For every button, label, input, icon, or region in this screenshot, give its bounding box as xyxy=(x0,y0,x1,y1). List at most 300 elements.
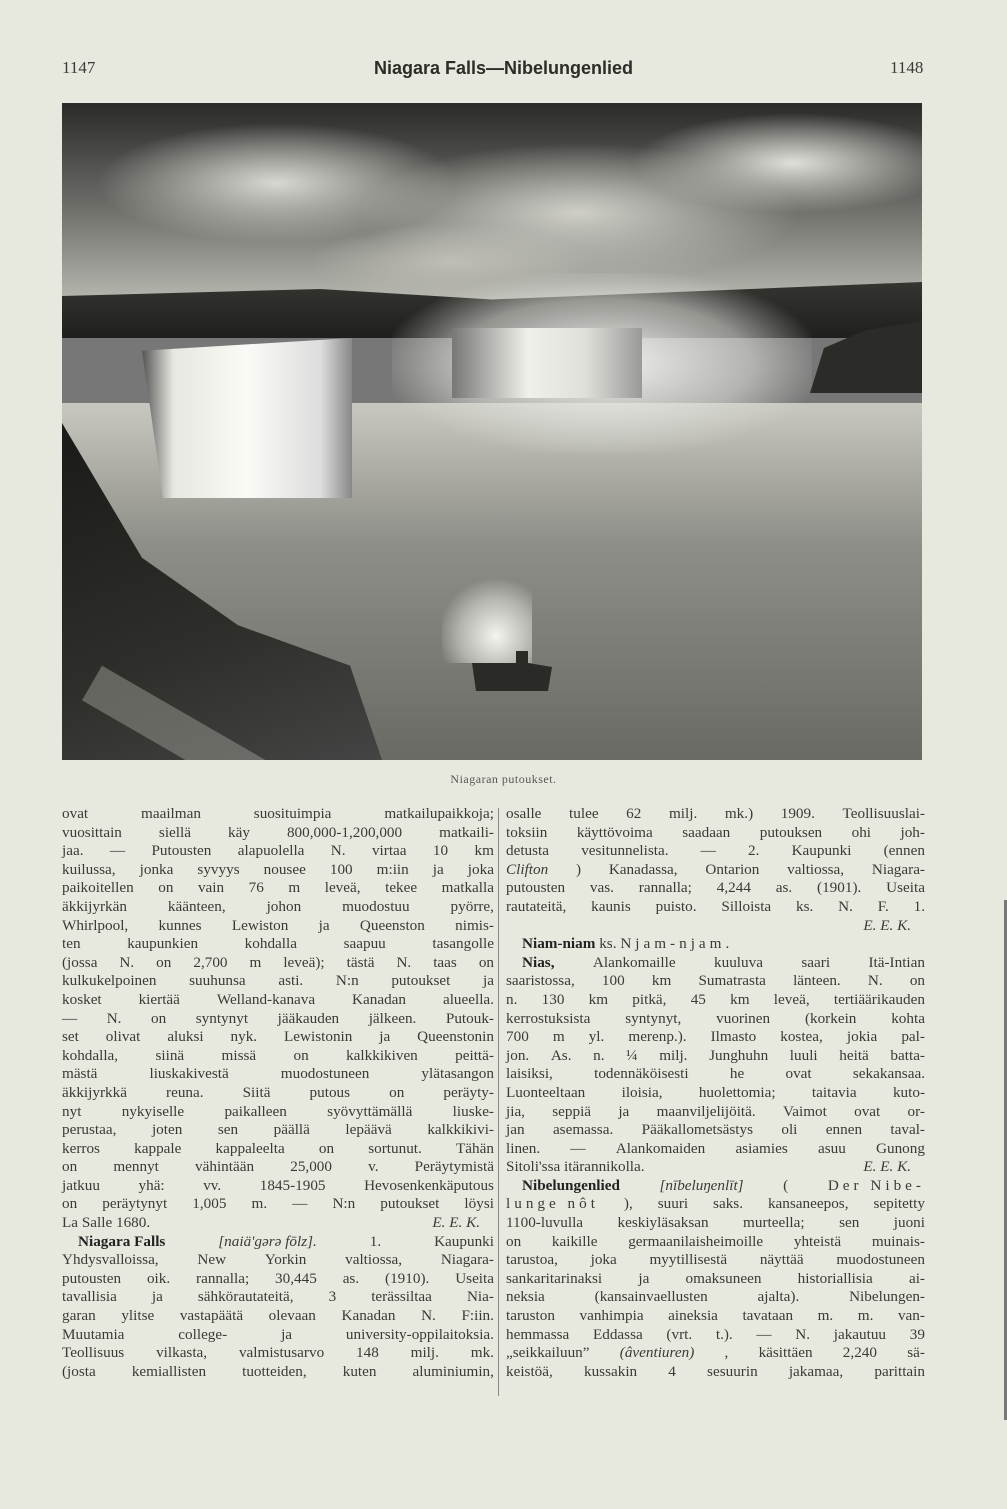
word: Welland-kanava xyxy=(216,990,316,1008)
word: sesuurin xyxy=(707,1362,758,1380)
word: N. xyxy=(119,953,135,971)
word: matkailupaikkoja; xyxy=(384,805,494,822)
word: set xyxy=(62,1028,79,1046)
text-line xyxy=(506,1103,925,1122)
word: kostea, xyxy=(780,1028,823,1046)
word: muodostuneen xyxy=(836,1251,925,1269)
word: paikalleen xyxy=(224,1102,287,1120)
word: yhä: xyxy=(138,1176,165,1194)
figure-caption: Niagaran putoukset. xyxy=(450,772,557,786)
word: N. xyxy=(330,842,346,860)
word: — xyxy=(756,1325,772,1343)
word: vanhimpia xyxy=(579,1307,644,1325)
running-title: Niagara Falls—Nibelungenlied xyxy=(373,58,634,78)
word: toksiin xyxy=(506,823,548,841)
word: Pääkallometsästys xyxy=(641,1121,753,1139)
word: keistöä, xyxy=(506,1362,553,1380)
word: mk. xyxy=(470,1344,494,1362)
word: 1909. xyxy=(780,805,815,822)
headword: Nibelungenlied xyxy=(522,1176,620,1194)
word: joh- xyxy=(900,823,925,841)
word: , xyxy=(724,1344,729,1362)
text-line xyxy=(62,1363,494,1382)
word: Junghuhn xyxy=(709,1046,769,1064)
word: ennen xyxy=(825,1121,863,1139)
word: kerros xyxy=(62,1139,100,1157)
word: Whirlpool, xyxy=(62,916,129,934)
word: murteella; xyxy=(743,1214,805,1232)
author-signature: E. E. K. xyxy=(432,1214,480,1232)
word: — xyxy=(292,1195,308,1213)
word: ¼ xyxy=(626,1046,638,1064)
word: on xyxy=(62,1158,78,1176)
word: New xyxy=(197,1251,227,1269)
word: 25,000 xyxy=(290,1158,332,1176)
word: käy xyxy=(228,823,250,841)
word: johon xyxy=(266,897,302,915)
word: Kanadan xyxy=(341,1307,396,1325)
word: matkalla xyxy=(441,879,494,897)
word: saari xyxy=(801,953,831,971)
word: aluksi xyxy=(167,1028,204,1046)
word: F:iin. xyxy=(461,1307,494,1325)
word: ) xyxy=(575,860,582,878)
word: Silloista xyxy=(721,897,772,915)
text-line xyxy=(62,954,494,973)
word: nousee xyxy=(263,860,306,878)
word: oik. xyxy=(146,1269,171,1287)
word: 1,005 xyxy=(192,1195,227,1213)
word: ovat xyxy=(854,1102,881,1120)
word: kulkukelpoinen xyxy=(62,972,157,990)
word: jakautuu xyxy=(833,1325,887,1343)
word: merenp.). xyxy=(628,1028,687,1046)
word: germaanilaisheimoille xyxy=(628,1232,764,1250)
word: N. xyxy=(396,953,412,971)
word: neksia xyxy=(506,1288,545,1306)
text-line xyxy=(506,1195,925,1214)
word: on xyxy=(318,1139,335,1157)
word: liuskakivestä xyxy=(149,1065,229,1083)
word: ja xyxy=(151,1288,163,1306)
word: garan xyxy=(62,1307,96,1325)
word: on xyxy=(62,1195,78,1213)
word: ja xyxy=(618,1102,630,1120)
word: Eddassa xyxy=(592,1325,643,1343)
word: vastapäätä xyxy=(179,1307,244,1325)
word: Lewiston xyxy=(231,916,289,934)
word: kaupunkien xyxy=(127,935,199,953)
word: — xyxy=(109,842,126,860)
text-line xyxy=(506,1010,925,1029)
word: keskiyläsaksan xyxy=(617,1214,709,1232)
word: sepitetty xyxy=(873,1195,925,1213)
word: kemiallisten xyxy=(131,1362,207,1380)
word: Peräytymistä xyxy=(414,1158,494,1176)
word: ja xyxy=(483,972,494,990)
word: omaksuneen xyxy=(685,1269,762,1287)
text-line xyxy=(62,1158,494,1177)
word: ), xyxy=(623,1195,633,1213)
word: saaristossa, xyxy=(506,972,575,990)
word: Niagara- xyxy=(871,860,925,878)
word: Luonteeltaan xyxy=(506,1083,586,1101)
word: jia, xyxy=(506,1102,525,1120)
word: (jossa xyxy=(62,953,98,971)
word: tasangolle xyxy=(432,935,494,953)
word: km xyxy=(588,990,609,1008)
word: 10 xyxy=(432,842,449,860)
word: 1100-luvulla xyxy=(506,1214,584,1232)
word: Sumatrasta xyxy=(698,972,766,990)
text-line xyxy=(62,1177,494,1196)
word: Vaimot xyxy=(782,1102,827,1120)
word: kappaleelta xyxy=(215,1139,285,1157)
word: joka xyxy=(590,1251,617,1269)
word: olevaan xyxy=(268,1307,316,1325)
word: kohdalla, xyxy=(62,1046,119,1064)
word: 39 xyxy=(909,1325,925,1343)
word: ylitse xyxy=(121,1307,155,1325)
text-line xyxy=(506,972,925,991)
word: (ennen xyxy=(883,842,925,860)
word: sen xyxy=(217,1121,239,1139)
word: Useita xyxy=(886,879,925,897)
word: aineksia xyxy=(668,1307,718,1325)
word: Teollisuus xyxy=(62,1344,125,1362)
text-line xyxy=(506,1344,925,1363)
text-line xyxy=(506,805,925,824)
word: länteen. xyxy=(793,972,841,990)
text-line xyxy=(506,879,925,898)
word: saks. xyxy=(713,1195,743,1213)
word: leveä, xyxy=(324,879,361,897)
text-line xyxy=(62,1326,494,1345)
text-line xyxy=(62,1084,494,1103)
word: sankaritarinaksi xyxy=(506,1269,603,1287)
word: vesitunnelista. xyxy=(581,842,669,860)
word: ajalta). xyxy=(757,1288,800,1306)
word: valmistusarvo xyxy=(238,1344,325,1362)
text-line xyxy=(62,1028,494,1047)
word: km xyxy=(730,990,750,1008)
word: tulee xyxy=(569,805,599,822)
page-number-left: 1147 xyxy=(62,58,96,77)
word: missä xyxy=(221,1046,257,1064)
word: N. xyxy=(106,1009,122,1027)
line-text: Sitoli'ssa itärannikolla. xyxy=(506,1158,645,1176)
word: tästä xyxy=(346,953,375,971)
word: lepäävä xyxy=(345,1121,392,1139)
word: laisiksi, xyxy=(506,1065,553,1083)
word: rannalla; xyxy=(638,879,692,897)
word: vas. xyxy=(589,879,614,897)
text-line xyxy=(62,1140,494,1159)
word: kohdalla xyxy=(244,935,297,953)
text-line xyxy=(62,879,494,898)
word: kaikille xyxy=(551,1232,598,1250)
word: historiallisia xyxy=(797,1269,873,1287)
text-line xyxy=(62,1103,494,1122)
word: kansaneepos, xyxy=(767,1195,849,1213)
word: sortunut. xyxy=(368,1139,422,1157)
word: kappale xyxy=(134,1139,182,1157)
word: peräytynyt xyxy=(102,1195,168,1213)
word: matkaili- xyxy=(439,823,494,841)
word: linen. xyxy=(506,1139,541,1157)
word: on xyxy=(389,1083,405,1101)
text-column-right xyxy=(506,805,925,1381)
word: reuna. xyxy=(166,1083,204,1101)
word: virtaa xyxy=(371,842,407,860)
word: kussakin xyxy=(583,1362,638,1380)
word: jokia xyxy=(846,1028,878,1046)
word: as. xyxy=(775,879,793,897)
word: on xyxy=(156,953,172,971)
word: tuotteiden, xyxy=(242,1362,307,1380)
word: nyk. xyxy=(230,1028,258,1046)
word: kosket xyxy=(62,990,102,1008)
text-line xyxy=(506,917,925,936)
spaced-text: lunge nôt xyxy=(506,1195,599,1213)
word: N. xyxy=(867,972,883,990)
word: milj. xyxy=(410,1344,439,1362)
word: kuuluva xyxy=(714,953,763,971)
word: 76 xyxy=(248,879,264,897)
word: oli xyxy=(781,1121,798,1139)
word: milj. xyxy=(659,1046,688,1064)
word: jon. xyxy=(506,1046,530,1064)
text-line xyxy=(506,935,925,954)
steam-smoke xyxy=(442,573,532,663)
word: — xyxy=(570,1139,586,1157)
word: ovat xyxy=(62,805,89,822)
word: ja xyxy=(318,916,330,934)
word: m:iin xyxy=(376,860,409,878)
word: As. xyxy=(550,1046,572,1064)
italic-text: [naiä'gərə fōlz]. xyxy=(218,1232,317,1250)
text-line xyxy=(506,1047,925,1066)
word: paikoitellen xyxy=(62,879,134,897)
text-line xyxy=(62,842,494,861)
word: vuorinen xyxy=(716,1009,771,1027)
word: m xyxy=(249,953,262,971)
word: Gunong xyxy=(876,1139,925,1157)
word: nyt xyxy=(62,1102,82,1120)
word: leveä); xyxy=(283,953,325,971)
word: putoukset xyxy=(380,1195,440,1213)
word: t.). xyxy=(715,1325,733,1343)
word: Teollisuuslai- xyxy=(842,805,925,822)
word: muodostuneen xyxy=(280,1065,370,1083)
word: on xyxy=(158,879,174,897)
word: suuri xyxy=(657,1195,689,1213)
word: myytillisestä xyxy=(649,1251,728,1269)
word: tavallisia xyxy=(62,1288,117,1306)
word: putousten xyxy=(62,1269,122,1287)
author-signature: E. E. K. xyxy=(863,1158,911,1176)
word: 45 xyxy=(690,990,706,1008)
word: (korkein xyxy=(804,1009,857,1027)
word: taitavia xyxy=(811,1083,857,1101)
word: Kanadan xyxy=(352,990,407,1008)
text-line xyxy=(62,1270,494,1289)
word: yhteistä xyxy=(793,1232,842,1250)
text-line xyxy=(62,1344,494,1363)
word: Kaupunki xyxy=(434,1232,494,1250)
word: parittain xyxy=(874,1362,925,1380)
word: käsittäen xyxy=(758,1344,813,1362)
word: 700 xyxy=(506,1028,529,1046)
word: syntynyt, xyxy=(625,1009,682,1027)
word: Kaupunki xyxy=(791,842,852,860)
column-divider xyxy=(498,808,499,1396)
text-line xyxy=(506,1270,925,1289)
word: Useita xyxy=(455,1269,494,1287)
headword: Nias, xyxy=(522,953,555,971)
word: tavataan xyxy=(742,1307,794,1325)
text-line xyxy=(62,1251,494,1270)
word: 800,000-1,200,000 xyxy=(286,823,403,841)
word: pal- xyxy=(901,1028,925,1046)
word: ( xyxy=(783,1176,789,1194)
text-line xyxy=(62,861,494,880)
word: milj. xyxy=(668,805,698,822)
word: (josta xyxy=(62,1362,96,1380)
word: taas xyxy=(433,953,457,971)
word: pyörre, xyxy=(450,897,494,915)
text-line xyxy=(62,1307,494,1326)
word: ja xyxy=(638,1269,650,1287)
text-line xyxy=(62,805,494,824)
word: Queenston xyxy=(359,916,425,934)
word: 1. xyxy=(913,897,925,915)
word: (1910). xyxy=(385,1269,430,1287)
word: vain xyxy=(197,879,225,897)
word: Nibelungen- xyxy=(849,1288,925,1306)
word: alueella. xyxy=(442,990,494,1008)
word: sähkörautateitä, xyxy=(197,1288,294,1306)
word: rautateitä, xyxy=(506,897,567,915)
word: jääkauden xyxy=(277,1009,340,1027)
word: liuske- xyxy=(452,1102,494,1120)
word: joten xyxy=(151,1121,183,1139)
text-line xyxy=(506,1158,925,1177)
italic-text: [nībeluŋenlīt] xyxy=(659,1176,744,1194)
word: ja xyxy=(432,860,444,878)
word: tarustoa, xyxy=(506,1251,558,1269)
headword: Niam-niam xyxy=(522,935,596,953)
word: peittä- xyxy=(455,1046,494,1064)
word: luuli xyxy=(789,1046,818,1064)
word: (kansainvaellusten xyxy=(594,1288,708,1306)
word: vähintään xyxy=(195,1158,255,1176)
text-line xyxy=(62,991,494,1010)
word: km xyxy=(651,972,672,990)
word: Tähän xyxy=(456,1139,494,1157)
word: rannalla; xyxy=(196,1269,250,1287)
word: olivat xyxy=(105,1028,141,1046)
word: yl. xyxy=(588,1028,605,1046)
text-column-left xyxy=(62,805,494,1381)
word: km xyxy=(474,842,494,860)
text-line xyxy=(506,1363,925,1382)
word: 130 xyxy=(541,990,565,1008)
spaced-text: Der Nibe- xyxy=(827,1176,925,1194)
text-line xyxy=(506,842,925,861)
word: (vrt. xyxy=(666,1325,693,1343)
word: Alankomaiden xyxy=(615,1139,706,1157)
author-signature: E. E. K. xyxy=(863,916,911,934)
text-line xyxy=(62,898,494,917)
word: äkkijyrkkä xyxy=(62,1083,127,1101)
word: jaa. xyxy=(62,842,84,860)
word: Kanadassa, xyxy=(608,860,678,878)
word: maanviljelijöitä. xyxy=(656,1102,756,1120)
word: Lewistonin xyxy=(284,1028,353,1046)
word: näyttää xyxy=(759,1251,804,1269)
line-text: La Salle 1680. xyxy=(62,1214,151,1232)
word: siellä xyxy=(158,823,191,841)
word: joka xyxy=(467,860,494,878)
word: Itä-Intian xyxy=(868,953,925,971)
word: N. xyxy=(795,1325,811,1343)
word: asti. xyxy=(278,972,304,990)
word: ohi xyxy=(851,823,872,841)
word: syvyys xyxy=(197,860,240,878)
word: m. xyxy=(857,1307,874,1325)
word: Muutamia xyxy=(62,1325,125,1343)
word: putous xyxy=(309,1083,351,1101)
word: 62 xyxy=(626,805,642,822)
headword: Niagara Falls xyxy=(78,1232,166,1250)
word: (1901). xyxy=(817,879,862,897)
text-line xyxy=(506,824,925,843)
word: mästä xyxy=(62,1065,98,1083)
horseshoe-falls xyxy=(452,328,642,398)
word: alapuolella xyxy=(237,842,305,860)
word: ten xyxy=(62,935,81,953)
word: he xyxy=(729,1065,745,1083)
word: kuten xyxy=(342,1362,377,1380)
word: maailman xyxy=(141,805,201,822)
word: ovat xyxy=(785,1065,812,1083)
word: juoni xyxy=(893,1214,925,1232)
word: kalkkikiven xyxy=(346,1046,418,1064)
word: ja xyxy=(379,1028,391,1046)
word: kohta xyxy=(891,1009,925,1027)
word: 4 xyxy=(668,1362,676,1380)
text-line xyxy=(62,1195,494,1214)
word: university-oppilaitoksia. xyxy=(345,1325,494,1343)
word: as. xyxy=(342,1269,360,1287)
text-line xyxy=(62,1121,494,1140)
word: pitkä, xyxy=(632,990,667,1008)
word: aluminiumin, xyxy=(412,1362,494,1380)
word: asemassa. xyxy=(552,1121,614,1139)
word: peräyty- xyxy=(443,1083,494,1101)
word: huolettomia; xyxy=(698,1083,776,1101)
word: nykyiselle xyxy=(121,1102,185,1120)
word: n. xyxy=(506,990,518,1008)
text-line xyxy=(62,1233,494,1252)
word: — xyxy=(62,1009,78,1027)
word: 3 xyxy=(328,1288,337,1306)
word: on xyxy=(478,953,494,971)
word: van- xyxy=(897,1307,925,1325)
word: 4,244 xyxy=(716,879,751,897)
word: sä- xyxy=(907,1344,925,1362)
